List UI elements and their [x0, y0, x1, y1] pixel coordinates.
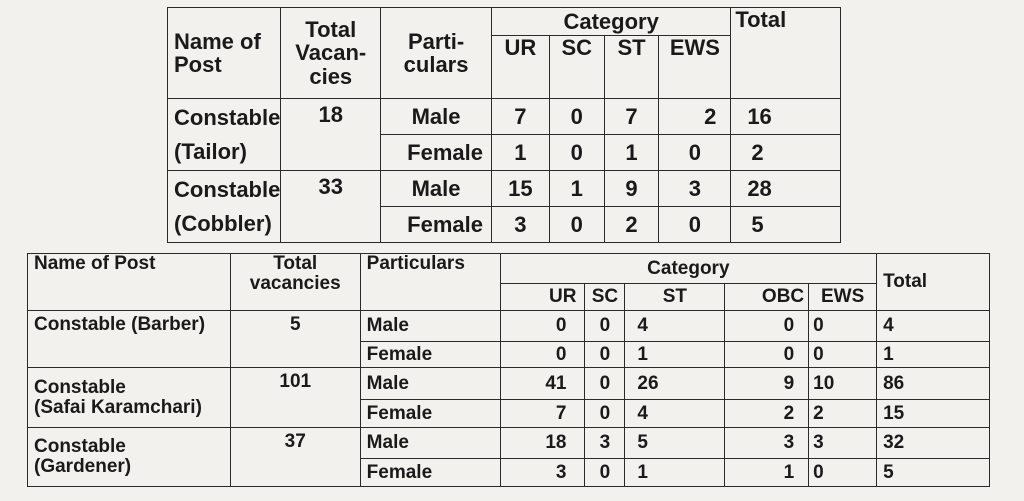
- value-ews: 2: [809, 400, 877, 428]
- header-ur: UR: [500, 284, 585, 311]
- particular: Male: [360, 368, 500, 400]
- value-obc: 9: [725, 368, 809, 400]
- header-ews: EWS: [809, 284, 877, 311]
- value-sc: 1: [549, 171, 604, 207]
- value-sc: 0: [585, 400, 625, 428]
- header-category: Category: [491, 8, 730, 36]
- value-sc: 0: [585, 459, 625, 487]
- header-name-of-post: Name of Post: [28, 254, 231, 311]
- particular: Female: [360, 400, 500, 428]
- value-ur: 7: [491, 99, 549, 135]
- vacancy-table-2: [27, 253, 990, 487]
- total-vacancies: 101: [230, 368, 360, 428]
- value-sc: 0: [549, 99, 604, 135]
- value-ur: 0: [500, 311, 585, 342]
- header-total: Total: [731, 8, 841, 99]
- header-name-of-post: Name of Post: [168, 8, 281, 99]
- table-row: [168, 99, 841, 135]
- value-st: 1: [604, 135, 659, 171]
- value-total: 15: [877, 400, 990, 428]
- value-ews: 0: [659, 207, 731, 243]
- value-sc: 0: [585, 342, 625, 368]
- value-st: 4: [625, 400, 725, 428]
- post-name: Constable (Barber): [28, 311, 231, 368]
- value-total: 16: [731, 99, 841, 135]
- post-name: Constable (Gardener): [28, 428, 231, 487]
- value-sc: 0: [585, 311, 625, 342]
- value-total: 32: [877, 428, 990, 459]
- header-total: Total: [877, 254, 990, 311]
- header-obc: OBC: [725, 284, 809, 311]
- value-st: 2: [604, 207, 659, 243]
- value-ews: 0: [659, 135, 731, 171]
- header-ur: UR: [491, 36, 549, 99]
- header-sc: SC: [585, 284, 625, 311]
- value-sc: 0: [585, 368, 625, 400]
- post-name: Constable (Tailor): [168, 99, 281, 171]
- value-obc: 3: [725, 428, 809, 459]
- value-ews: 0: [809, 459, 877, 487]
- value-st: 5: [625, 428, 725, 459]
- value-st: 1: [625, 459, 725, 487]
- value-st: 7: [604, 99, 659, 135]
- value-ews: 3: [659, 171, 731, 207]
- value-sc: 0: [549, 135, 604, 171]
- header-category: Category: [500, 254, 877, 284]
- value-obc: 0: [725, 342, 809, 368]
- value-sc: 0: [549, 207, 604, 243]
- header-ews: EWS: [659, 36, 731, 99]
- value-sc: 3: [585, 428, 625, 459]
- value-ur: 18: [500, 428, 585, 459]
- value-ews: 3: [809, 428, 877, 459]
- value-ur: 41: [500, 368, 585, 400]
- value-obc: 2: [725, 400, 809, 428]
- value-ews: 0: [809, 342, 877, 368]
- table-row: [28, 428, 990, 459]
- particular: Male: [360, 311, 500, 342]
- value-ews: 10: [809, 368, 877, 400]
- header-total-vacancies: Total Vacan- cies: [281, 8, 381, 99]
- particular: Female: [360, 459, 500, 487]
- table-row: [168, 171, 841, 207]
- header-st: ST: [604, 36, 659, 99]
- value-obc: 0: [725, 311, 809, 342]
- total-vacancies: 37: [230, 428, 360, 487]
- value-st: 26: [625, 368, 725, 400]
- value-ur: 3: [491, 207, 549, 243]
- value-ur: 7: [500, 400, 585, 428]
- particular: Female: [360, 342, 500, 368]
- value-ur: 15: [491, 171, 549, 207]
- value-total: 2: [731, 135, 841, 171]
- value-ur: 0: [500, 342, 585, 368]
- value-ews: 0: [809, 311, 877, 342]
- particular: Male: [381, 171, 492, 207]
- value-ur: 3: [500, 459, 585, 487]
- value-obc: 1: [725, 459, 809, 487]
- particular: Female: [381, 207, 492, 243]
- post-name: Constable (Safai Karamchari): [28, 368, 231, 428]
- value-total: 86: [877, 368, 990, 400]
- table-row: [28, 368, 990, 400]
- header-st: ST: [625, 284, 725, 311]
- particular: Female: [381, 135, 492, 171]
- header-sc: SC: [549, 36, 604, 99]
- table-row: [28, 311, 990, 342]
- value-total: 5: [877, 459, 990, 487]
- total-vacancies: 33: [281, 171, 381, 243]
- value-total: 4: [877, 311, 990, 342]
- vacancy-table-1: [167, 7, 841, 243]
- header-particulars: Particulars: [360, 254, 500, 311]
- value-st: 4: [625, 311, 725, 342]
- total-vacancies: 5: [230, 311, 360, 368]
- value-st: 9: [604, 171, 659, 207]
- value-ur: 1: [491, 135, 549, 171]
- header-total-vacancies: Total vacancies: [230, 254, 360, 311]
- total-vacancies: 18: [281, 99, 381, 171]
- value-total: 5: [731, 207, 841, 243]
- particular: Male: [360, 428, 500, 459]
- value-st: 1: [625, 342, 725, 368]
- value-total: 1: [877, 342, 990, 368]
- particular: Male: [381, 99, 492, 135]
- header-particulars: Parti- culars: [381, 8, 492, 99]
- value-ews: 2: [659, 99, 731, 135]
- value-total: 28: [731, 171, 841, 207]
- post-name: Constable (Cobbler): [168, 171, 281, 243]
